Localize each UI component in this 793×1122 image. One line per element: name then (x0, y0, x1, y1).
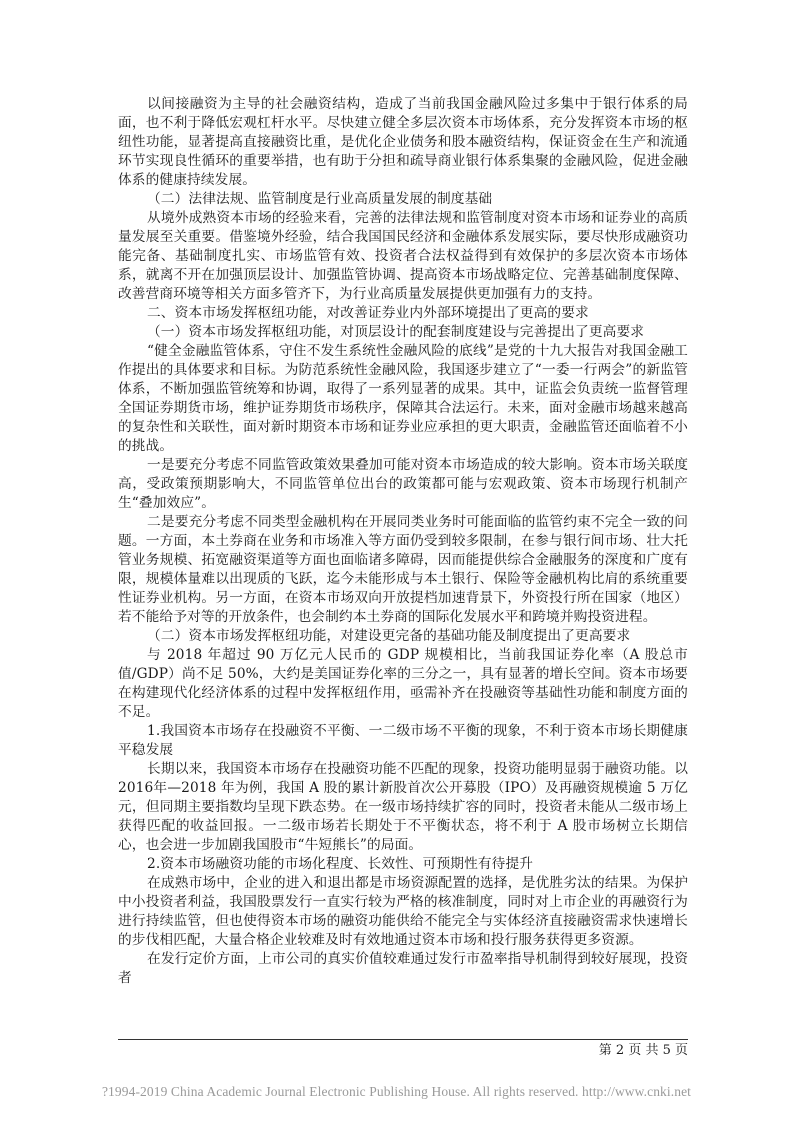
section-heading: 二、资本市场发挥枢纽功能，对改善证券业内外部环境提出了更高的要求 (147, 305, 589, 321)
body-paragraph: 在发行定价方面，上市公司的真实价值较难通过发行市盈率指导机制得到较好展现，投资者 (118, 951, 688, 986)
subsection-heading: 2.资本市场融资功能的市场化程度、长效性、可预期性有待提升 (147, 856, 534, 872)
footer-divider (118, 1039, 688, 1040)
body-paragraph: 二是要充分考虑不同类型金融机构在开展同类业务时可能面临的监管约束不完全一致的问题。一方面，本土券商在业务和市场准入等方面仍受到较多限制，在参与银行间市场、壮大托管业务规模、拓宽融资渠道等方面也面临诸多障碍，因而能提供综合金融服务的深度和广度有限，规模体量难以出现质的飞跃，迄今未能形成与本土银行、保险等金融机构比肩的系统重要性证券业机构。另一方面，在资本市场双向开放提档加速背景下，外资投行所在国家（地区）若不能给予对等的开放条件，也会制约本土券商的国际化发展水平和跨境并购投资进程。 (118, 514, 688, 625)
body-paragraph: 与 2018 年超过 90 万亿元人民币的 GDP 规模相比，当前我国证券化率（A 股总市值/GDP）尚不足 50%，大约是美国证券化率的三分之一，具有显著的增长空间。资本市场要在构建现代化经济体系的过程中发挥枢纽作用，亟需补齐在投融资等基础性功能和制度方面的不足。 (118, 647, 688, 720)
subsection-heading: 1.我国资本市场存在投融资不平衡、一二级市场不平衡的现象，不利于资本市场长期健康平稳发展 (118, 723, 688, 758)
article-body (118, 95, 688, 988)
body-paragraph: 长期以来，我国资本市场存在投融资功能不匹配的现象，投资功能明显弱于融资功能。以 2016年—2018 年为例，我国 A 股的累计新股首次公开募股（IPO）及再融资规模逾 5 万亿元，但同期主要指数均呈现下跌态势。在一级市场持续扩容的同时，投资者未能从二级市场上获得匹配的收益回报。一二级市场若长期处于不平衡状态，将不利于 A 股市场树立长期信心，也会进一步加剧我国股市“牛短熊长”的局面。 (118, 761, 688, 853)
body-paragraph: 在成熟市场中，企业的进入和退出都是市场资源配置的选择，是优胜劣汰的结果。为保护中小投资者利益，我国股票发行一直实行较为严格的核准制度，同时对上市企业的再融资行为进行持续监管，但也使得资本市场的融资功能供给不能完全与实体经济直接融资需求快速增长的步伐相匹配，大量合格企业较难及时有效地通过资本市场和投行服务获得更多资源。 (118, 875, 688, 948)
body-paragraph: 从境外成熟资本市场的经验来看，完善的法律法规和监管制度对资本市场和证券业的高质量发展至关重要。借鉴境外经验，结合我国国民经济和金融体系发展实际，要尽快形成融资功能完备、基础制度扎实、市场监管有效、投资者合法权益得到有效保护的多层次资本市场体系，就离不开在加强顶层设计、加强监管协调、提高资本市场战略定位、完善基础制度保障、改善营商环境等相关方面多管齐下，为行业高质量发展提供更加强有力的支持。 (118, 210, 688, 302)
copyright-notice: ?1994-2019 China Academic Journal Electronic Publishing House. All rights reserved. http://www.cnki.net (101, 1084, 692, 1099)
body-paragraph: “健全金融监管体系，守住不发生系统性金融风险的底线”是党的十九大报告对我国金融工作提出的具体要求和目标。为防范系统性金融风险，我国逐步建立了“一委一行两会”的新监管体系，不断加强监管统筹和协调，取得了一系列显著的成果。其中，证监会负责统一监督管理全国证券期货市场，维护证券期货市场秩序，保障其合法运行。未来，面对金融市场越来越高的复杂性和关联性，面对新时期资本市场和证券业应承担的更大职责，金融监管还面临着不小的挑战。 (118, 343, 688, 454)
page-number: 第 2 页 共 5 页 (598, 1043, 688, 1058)
section-heading: （二）法律法规、监管制度是行业高质量发展的制度基础 (147, 191, 493, 207)
body-paragraph: 以间接融资为主导的社会融资结构，造成了当前我国金融风险过多集中于银行体系的局面，也不利于降低宏观杠杆水平。尽快建立健全多层次资本市场体系，充分发挥资本市场的枢纽性功能，显著提高直接融资比重，是优化企业债务和股本融资结构，保证资金在生产和流通环节实现良性循环的重要举措，也有助于分担和疏导商业银行体系集聚的金融风险，促进金融体系的健康持续发展。 (118, 96, 688, 188)
section-heading: （二）资本市场发挥枢纽功能，对建设更完备的基础功能及制度提出了更高要求 (147, 628, 631, 644)
section-heading: （一）资本市场发挥枢纽功能，对顶层设计的配套制度建设与完善提出了更高要求 (147, 324, 645, 340)
body-paragraph: 一是要充分考虑不同监管政策效果叠加可能对资本市场造成的较大影响。资本市场关联度高，受政策预期影响大，不同监管单位出台的政策都可能与宏观政策、资本市场现行机制产生“叠加效应”。 (118, 457, 688, 511)
